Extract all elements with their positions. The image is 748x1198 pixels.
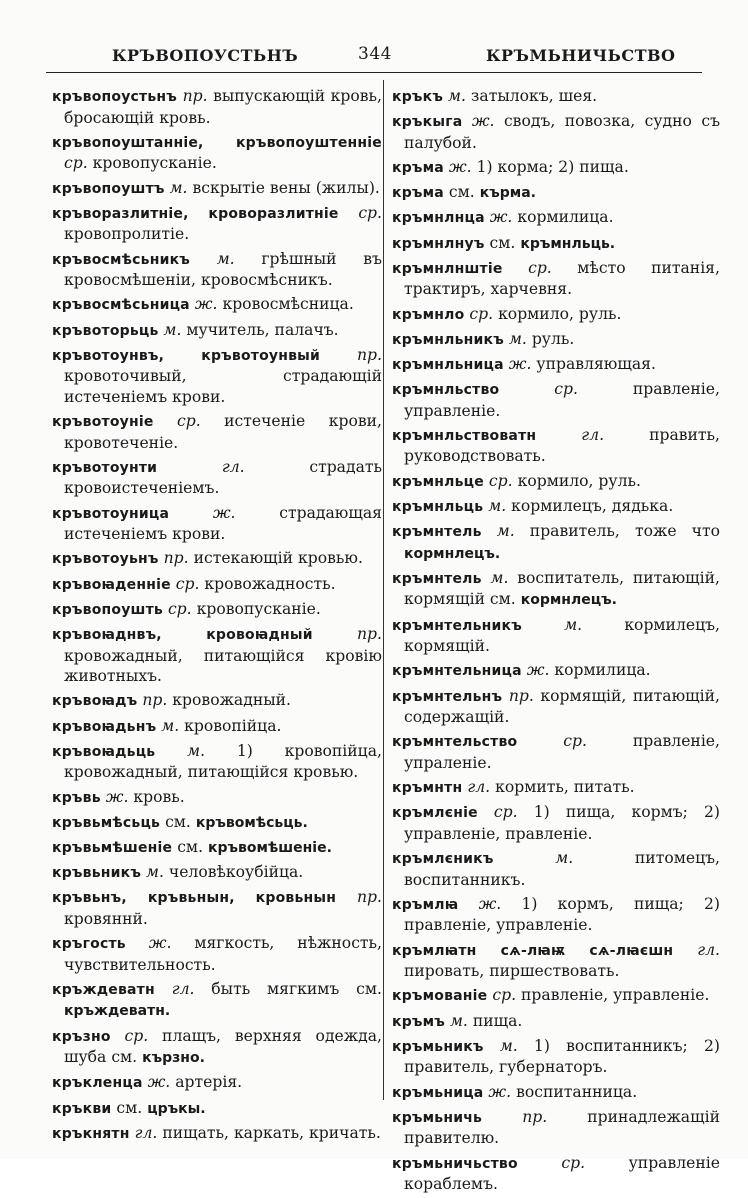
entry-cross-reference: кърма. (479, 185, 536, 202)
entry-headword: кръвотоуница (52, 505, 170, 522)
entry-grammar-label: м. (169, 178, 188, 197)
entry-definition: кровопійца. (184, 716, 282, 735)
entry-headword: кръвотоуніе (52, 414, 154, 431)
entry-cross-reference: кръмнльць. (520, 235, 616, 252)
entry-definition: человѣкоубійца. (168, 863, 304, 882)
entry-definition: принадлежащій правителю. (404, 1107, 720, 1148)
entry-grammar-label: гл. (467, 778, 491, 797)
entry-definition: воспитанница. (516, 1082, 638, 1101)
entry-headword: кръмлєніе (392, 805, 478, 822)
dictionary-entry (52, 457, 382, 499)
dictionary-entry (52, 1098, 382, 1120)
dictionary-entry (52, 574, 382, 596)
entry-grammar-label: м. (146, 863, 164, 882)
dictionary-entry (52, 411, 382, 453)
entry-grammar-label: пр. (357, 888, 382, 907)
entry-headword: кръвоꙗденніе (52, 576, 171, 593)
dictionary-entry (392, 354, 720, 376)
entry-definition: затылокъ, шея. (470, 87, 598, 105)
entry-definition: см. (489, 233, 516, 252)
entry-grammar-label: ср. (175, 574, 200, 593)
header-rule (46, 72, 702, 73)
entry-definition: см. (165, 812, 191, 831)
entry-grammar-label: пр. (508, 686, 534, 705)
dictionary-entry (392, 521, 720, 564)
entry-headword: кръмнтельнъ (392, 688, 503, 705)
dictionary-entry (392, 425, 720, 467)
entry-headword: кръвотоунвъ, кръвотоунвый (52, 347, 321, 364)
entry-grammar-label: ср. (561, 1153, 586, 1172)
entry-headword: кръмьничь (392, 1109, 483, 1126)
entry-grammar-label: ж. (471, 112, 495, 131)
dictionary-entry (52, 132, 382, 174)
entry-definition: управленіе кораблемъ. (404, 1153, 720, 1194)
dictionary-entry (52, 1123, 382, 1145)
entry-headword: кръкнятн (52, 1125, 130, 1142)
entry-grammar-label: пр. (142, 691, 168, 710)
dictionary-entry (52, 933, 382, 975)
dictionary-entry (392, 233, 720, 255)
dictionary-entry (392, 157, 720, 179)
entry-definition: кровь. (133, 787, 185, 806)
entry-definition: кровоточивый, страдающій истеченіемъ крови. (64, 367, 382, 406)
entry-definition: кровопролитіе. (64, 225, 190, 244)
entry-headword: кръмнтель (392, 570, 482, 587)
entry-definition: быть мягкимъ см. (211, 979, 382, 998)
entry-definition: правитель, тоже что (529, 522, 720, 540)
entry-headword: кръмнтельство (392, 734, 518, 751)
dictionary-entry (392, 258, 720, 300)
entry-grammar-label: ж. (478, 894, 502, 913)
dictionary-entry (52, 503, 382, 545)
entry-grammar-label: ж. (489, 208, 513, 227)
entry-headword: кръмнтельница (392, 663, 522, 680)
entry-definition: кормило, руль. (498, 304, 622, 323)
entry-cross-reference: кормнлецъ. (404, 545, 501, 562)
entry-headword: кръмнлнуъ (392, 235, 485, 252)
entry-definition: кормило, руль. (517, 471, 641, 490)
entry-definition: кровосмѣсница. (222, 295, 354, 314)
dictionary-entry (392, 111, 720, 153)
entry-grammar-label: гл. (171, 979, 195, 998)
dictionary-entry (392, 207, 720, 229)
entry-headword: кръмнльце (392, 473, 484, 490)
entry-headword: кръмнльство (392, 382, 500, 399)
right-column (392, 86, 720, 1198)
entry-cross-reference: цръкы. (147, 1100, 206, 1117)
entry-headword: кръвьнъ, кръвьнын, кровьнын (52, 890, 337, 907)
entry-definition: мѣсто питанія, трактиръ, харчевня. (404, 258, 720, 299)
dictionary-entry (52, 599, 382, 621)
entry-grammar-label: м. (187, 741, 206, 760)
dictionary-entry (52, 203, 382, 245)
dictionary-entry (52, 320, 382, 342)
entry-headword: кръмнло (392, 306, 465, 323)
entry-headword: кръмнльствоватн (392, 427, 537, 444)
entry-grammar-label: ср. (177, 412, 201, 431)
dictionary-entry (392, 615, 720, 657)
entry-definition: пищать, каркать, кричать. (162, 1123, 381, 1142)
entry-grammar-label: ж. (147, 1073, 171, 1092)
dictionary-entry (52, 979, 382, 1022)
entry-grammar-label: ж. (148, 934, 172, 953)
entry-grammar-label: м. (448, 87, 466, 105)
entry-grammar-label: м. (216, 249, 235, 268)
running-head-right: КРЪМЬНИЧЬСТВО (486, 46, 676, 65)
entry-headword: кръмнльница (392, 356, 504, 373)
entry-headword: кръмнльць (392, 498, 484, 515)
entry-definition: править, руководствовать. (404, 425, 720, 466)
entry-definition: пища. (472, 1011, 523, 1030)
entry-definition: правленіе, упраленіе. (404, 732, 720, 772)
entry-definition: руль. (531, 329, 575, 348)
entry-cross-reference: кързно. (142, 1050, 205, 1067)
entry-headword: кръмнтн (392, 780, 463, 797)
entry-headword: кръмнлнца (392, 210, 485, 227)
entry-definition: плащъ, верхняя одежда, шуба см. (64, 1026, 382, 1067)
dictionary-entry (392, 894, 720, 936)
dictionary-entry (52, 837, 382, 859)
entry-definition: страдающая истеченіемъ крови. (64, 503, 382, 544)
entry-headword: кръвоꙗднвъ, кровоꙗдный (52, 626, 313, 643)
entry-definition: правленіе, управленіе. (521, 986, 710, 1005)
entry-headword: кръмлꙗ (392, 896, 459, 913)
entry-headword: кръвьникъ (52, 865, 142, 882)
entry-definition: пировать, пиршествовать. (404, 962, 620, 981)
dictionary-entry (392, 731, 720, 773)
entry-definition: кормилица. (554, 661, 651, 680)
entry-grammar-label: пр. (163, 549, 189, 568)
entry-grammar-label: пр. (357, 624, 382, 643)
entry-grammar-label: пр. (522, 1107, 548, 1126)
entry-grammar-label: гл. (697, 940, 720, 959)
dictionary-entry (52, 249, 382, 291)
entry-headword: кръвоторьць (52, 322, 159, 339)
entry-headword: кръмлꙗтн сѧ-лꙗѭ сѧ-лꙗєшн (392, 942, 674, 959)
entry-headword: кръвоꙗдьць (52, 743, 156, 760)
entry-headword: кръмнтельникъ (392, 617, 522, 634)
entry-grammar-label: ж. (508, 354, 532, 373)
dictionary-entry (392, 496, 720, 518)
entry-headword: кръгость (52, 936, 126, 953)
dictionary-entry (392, 777, 720, 799)
dictionary-entry (52, 716, 382, 738)
dictionary-entry (392, 182, 720, 204)
entry-grammar-label: ср. (492, 986, 517, 1005)
entry-headword: кръвопоушть (52, 601, 163, 618)
dictionary-entry (52, 787, 382, 809)
entry-grammar-label: гл. (581, 425, 605, 444)
entry-cross-reference: кръвомѣшеніе. (208, 839, 332, 856)
entry-headword: кръмьничьство (392, 1155, 518, 1172)
entry-definition: кровожадность. (204, 574, 336, 593)
dictionary-entry (52, 548, 382, 570)
entry-cross-reference: кръждеватн. (64, 1003, 171, 1020)
entry-definition: 1) корма; 2) пища. (476, 157, 629, 176)
entry-definition: вскрытіе вены (жилы). (192, 178, 380, 197)
dictionary-entry (392, 1011, 720, 1033)
entry-grammar-label: м. (488, 496, 507, 515)
entry-headword: кръмованіе (392, 988, 488, 1005)
entry-definition: истекающій кровью. (193, 549, 363, 568)
dictionary-entry (52, 862, 382, 884)
entry-headword: кръкленца (52, 1075, 143, 1092)
entry-definition: кровопусканіе. (92, 154, 217, 173)
dictionary-entry (392, 379, 720, 421)
entry-definition: сводъ, повозка, судно съ палубой. (404, 112, 720, 152)
entry-headword: кръвосмѣсьникъ (52, 251, 191, 268)
entry-definition: кровяннй. (64, 909, 148, 928)
entry-headword: кръвопоустьнъ (52, 89, 177, 105)
entry-headword: кръмнлнштіе (392, 260, 503, 277)
entry-cross-reference: кръвомѣсьць. (195, 814, 308, 831)
entry-headword: кръвь (52, 789, 101, 806)
entry-grammar-label: ж. (105, 787, 129, 806)
dictionary-entry (52, 86, 382, 128)
entry-headword: кръмьница (392, 1084, 484, 1101)
entry-grammar-label: м. (496, 522, 515, 540)
entry-cross-reference: кормнлецъ. (520, 592, 617, 609)
entry-headword: кръвопоуштъ (52, 180, 165, 197)
entry-definition: кормилецъ, кормящій. (404, 615, 720, 656)
entry-definition: кормить, питать. (495, 778, 635, 797)
dictionary-entry (392, 1036, 720, 1078)
dictionary-entry (52, 887, 382, 929)
dictionary-entry (392, 471, 720, 493)
entry-grammar-label: ср. (554, 380, 578, 399)
dictionary-entry (392, 802, 720, 844)
entry-definition: страдать кровоистеченіемъ. (64, 457, 382, 498)
entry-definition: кровожадный, питающійся кровію животныхъ. (64, 646, 382, 686)
entry-grammar-label: пр. (357, 345, 382, 364)
entry-headword: кръвьмѣсьць (52, 814, 161, 831)
entry-definition: кормилецъ, дядька. (511, 496, 674, 515)
entry-definition: 1) кровопійца, кровожадный, питающійся кровью. (64, 741, 382, 782)
entry-grammar-label: ж. (194, 295, 218, 314)
running-head-left: КРЪВОПОУСТЬНЪ (112, 46, 299, 65)
entry-headword: кръвопоуштанніе, кръвопоуштенніе (52, 134, 382, 151)
dictionary-entry (52, 294, 382, 316)
dictionary-entry (392, 329, 720, 351)
entry-definition: 1) кормъ, пища; 2) правленіе, управленіе. (404, 894, 721, 935)
dictionary-entry (392, 660, 720, 682)
entry-grammar-label: м. (161, 716, 180, 735)
dictionary-entry (52, 690, 382, 712)
dictionary-entry (52, 1072, 382, 1094)
dictionary-entry (392, 940, 720, 982)
entry-headword: кръвотоунти (52, 459, 158, 476)
entry-headword: кръма (392, 185, 444, 202)
page-number: 344 (358, 44, 392, 64)
entry-grammar-label: ср. (64, 154, 88, 173)
entry-headword: кръма (392, 159, 444, 176)
entry-grammar-label: ср. (493, 803, 518, 822)
entry-headword: кръмьникъ (392, 1038, 484, 1055)
entry-definition: кровопусканіе. (196, 599, 321, 618)
entry-grammar-label: гл. (134, 1123, 158, 1142)
entry-grammar-label: пр. (182, 87, 208, 105)
entry-grammar-label: ср. (469, 304, 494, 323)
dictionary-entry (52, 812, 382, 834)
entry-headword: кръмнтель (392, 524, 482, 540)
entry-grammar-label: ж. (448, 157, 472, 176)
dictionary-entry (392, 848, 720, 890)
entry-definition: питомецъ, воспитанникъ. (404, 849, 720, 889)
entry-definition: кровожадный. (172, 691, 291, 710)
entry-definition: см. (177, 837, 204, 856)
dictionary-entry (392, 304, 720, 326)
entry-headword: кръмнльникъ (392, 331, 504, 348)
entry-grammar-label: м. (508, 329, 527, 348)
entry-grammar-label: ср. (488, 471, 513, 490)
entry-definition: истеченіе крови, кровотеченіе. (64, 412, 382, 452)
dictionary-entry (392, 1082, 720, 1104)
entry-definition: артерія. (175, 1073, 243, 1092)
dictionary-entry (52, 1026, 382, 1069)
entry-headword: кръвьмѣшеніе (52, 839, 173, 856)
dictionary-entry (392, 985, 720, 1007)
entry-definition: воспитатель, питающій, кормящій см. (404, 568, 720, 609)
entry-grammar-label: м. (163, 320, 182, 339)
entry-definition: 1) воспитанникъ; 2) правитель, губернаторъ. (404, 1036, 720, 1077)
dictionary-entry (392, 568, 720, 611)
entry-headword: кръкъ (392, 89, 444, 105)
entry-grammar-label: ср. (358, 203, 382, 222)
entry-grammar-label: ср. (528, 258, 552, 277)
entry-definition: грѣшный въ кровосмѣшеніи, кровосмѣсникъ. (64, 249, 382, 290)
entry-grammar-label: ср. (124, 1026, 149, 1045)
entry-grammar-label: м. (449, 1011, 468, 1030)
entry-grammar-label: ср. (563, 732, 587, 751)
entry-grammar-label: ж. (212, 503, 236, 522)
entry-headword: кръвотоуьнъ (52, 551, 159, 568)
entry-grammar-label: ж. (526, 661, 550, 680)
dictionary-entry (52, 741, 382, 783)
entry-headword: кръмъ (392, 1013, 446, 1030)
entry-definition: 1) пища, кормъ; 2) управленіе, правленіе. (404, 803, 720, 843)
entry-headword: кръзно (52, 1028, 111, 1045)
entry-grammar-label: ж. (488, 1082, 512, 1101)
entry-definition: мучитель, палачъ. (186, 320, 339, 339)
entry-headword: кръвоꙗдьнъ (52, 718, 157, 735)
entry-grammar-label: м. (555, 849, 574, 868)
entry-grammar-label: м. (499, 1036, 518, 1055)
entry-headword: кръворазлитніе, кроворазлитніе (52, 205, 339, 222)
entry-definition: см. (448, 183, 475, 202)
entry-headword: кръждеватн (52, 981, 155, 998)
entry-definition: кормилица. (517, 208, 614, 227)
entry-grammar-label: ср. (167, 599, 192, 618)
dictionary-entry (52, 624, 382, 687)
entry-headword: кръвоꙗдъ (52, 693, 138, 710)
entry-headword: кръкыга (392, 114, 463, 131)
entry-headword: кръкви (52, 1100, 112, 1117)
dictionary-entry (392, 686, 720, 728)
entry-definition: управляющая. (536, 354, 656, 373)
entry-headword: кръвосмѣсьница (52, 297, 190, 314)
entry-grammar-label: м. (564, 615, 583, 634)
left-column (52, 86, 382, 1148)
entry-headword: кръмлєникъ (392, 851, 494, 868)
entry-definition: правленіе, управленіе. (404, 380, 720, 420)
entry-definition: мягкость, нѣжность, чувствительность. (64, 934, 382, 974)
column-divider (383, 80, 384, 1100)
entry-grammar-label: гл. (221, 457, 245, 476)
entry-definition: см. (116, 1098, 143, 1117)
entry-definition: выпускающій кровь, бросающій кровь. (64, 87, 382, 127)
entry-grammar-label: м. (490, 568, 509, 587)
dictionary-entry (52, 178, 382, 200)
dictionary-entry (392, 86, 720, 108)
dictionary-entry (52, 345, 382, 408)
entry-definition: кормящій, питающій, содержащій. (404, 686, 720, 727)
dictionary-entry (392, 1107, 720, 1149)
